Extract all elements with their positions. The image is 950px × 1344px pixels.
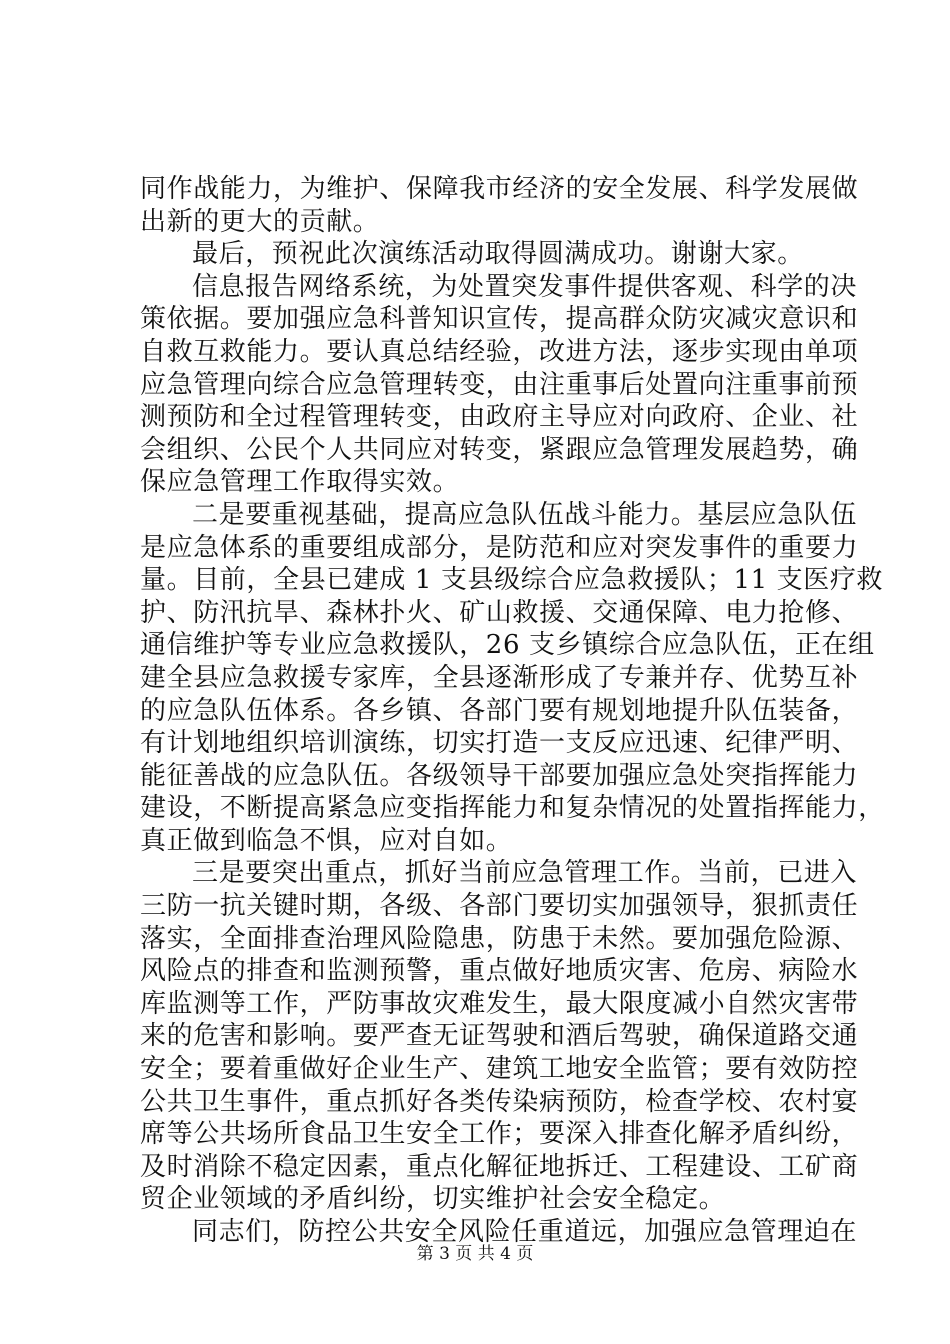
text-line: 保应急管理工作取得实效。	[140, 467, 460, 498]
text-line: 能征善战的应急队伍。各级领导干部要加强应急处突指挥能力	[140, 760, 859, 791]
text-line: 应急管理向综合应急管理转变，由注重事后处置向注重事前预	[140, 369, 859, 400]
text-line: 风险点的排查和监测预警，重点做好地质灾害、危房、病险水	[140, 956, 859, 987]
text-line: 三防一抗关键时期，各级、各部门要切实加强领导，狠抓责任	[140, 891, 859, 922]
paragraph-start-line: 二是要重视基础，提高应急队伍战斗能力。基层应急队伍	[192, 499, 858, 530]
paragraph-start-line: 三是要突出重点，抓好当前应急管理工作。当前，已进入	[192, 858, 858, 889]
text-line: 护、防汛抗旱、森林扑火、矿山救援、交通保障、电力抢修、	[140, 597, 859, 628]
text-line: 有计划地组织培训演练，切实打造一支反应迅速、纪律严明、	[140, 728, 859, 759]
text-line: 及时消除不稳定因素，重点化解征地拆迁、工程建设、工矿商	[140, 1151, 859, 1182]
page-number-footer: 第 3 页 共 4 页	[416, 1244, 534, 1264]
text-line: 席等公共场所食品卫生安全工作；要深入排查化解矛盾纠纷，	[140, 1119, 859, 1150]
body-text	[140, 173, 885, 1249]
text-line: 库监测等工作，严防事故灾难发生，最大限度减小自然灾害带	[140, 988, 859, 1019]
text-line: 测预防和全过程管理转变，由政府主导应对向政府、企业、社	[140, 402, 859, 433]
paragraph-start-line: 信息报告网络系统，为处置突发事件提供客观、科学的决	[192, 271, 858, 302]
text-line: 策依据。要加强应急科普知识宣传，提高群众防灾减灾意识和	[140, 304, 859, 335]
text-line: 量。目前，全县已建成 1 支县级综合应急救援队；11 支医疗救	[140, 565, 884, 596]
text-line: 建全县应急救援专家库，全县逐渐形成了专兼并存、优势互补	[140, 662, 859, 693]
text-line: 安全；要着重做好企业生产、建筑工地安全监管；要有效防控	[140, 1054, 859, 1085]
text-line: 是应急体系的重要组成部分，是防范和应对突发事件的重要力	[140, 532, 859, 563]
paragraph-start-line: 同志们，防控公共安全风险任重道远，加强应急管理迫在	[192, 1217, 858, 1247]
text-line: 真正做到临急不惧，应对自如。	[140, 825, 513, 856]
text-line: 贸企业领域的矛盾纠纷，切实维护社会安全稳定。	[140, 1184, 726, 1215]
text-line: 会组织、公民个人共同应对转变，紧跟应急管理发展趋势，确	[140, 434, 859, 465]
text-line: 同作战能力，为维护、保障我市经济的安全发展、科学发展做	[140, 174, 859, 204]
paragraph-start-line: 最后，预祝此次演练活动取得圆满成功。谢谢大家。	[192, 239, 804, 270]
text-line: 来的危害和影响。要严查无证驾驶和酒后驾驶，确保道路交通	[140, 1021, 859, 1052]
text-line: 自救互救能力。要认真总结经验，改进方法，逐步实现由单项	[140, 336, 859, 367]
text-line: 出新的更大的贡献。	[140, 206, 380, 237]
text-line: 公共卫生事件，重点抓好各类传染病预防，检查学校、农村宴	[140, 1086, 859, 1117]
text-line: 建设，不断提高紧急应变指挥能力和复杂情况的处置指挥能力，	[140, 793, 885, 824]
text-line: 通信维护等专业应急救援队，26 支乡镇综合应急队伍，正在组	[140, 630, 875, 661]
text-line: 的应急队伍体系。各乡镇、各部门要有规划地提升队伍装备，	[140, 695, 859, 726]
text-line: 落实，全面排查治理风险隐患，防患于未然。要加强危险源、	[140, 923, 859, 954]
